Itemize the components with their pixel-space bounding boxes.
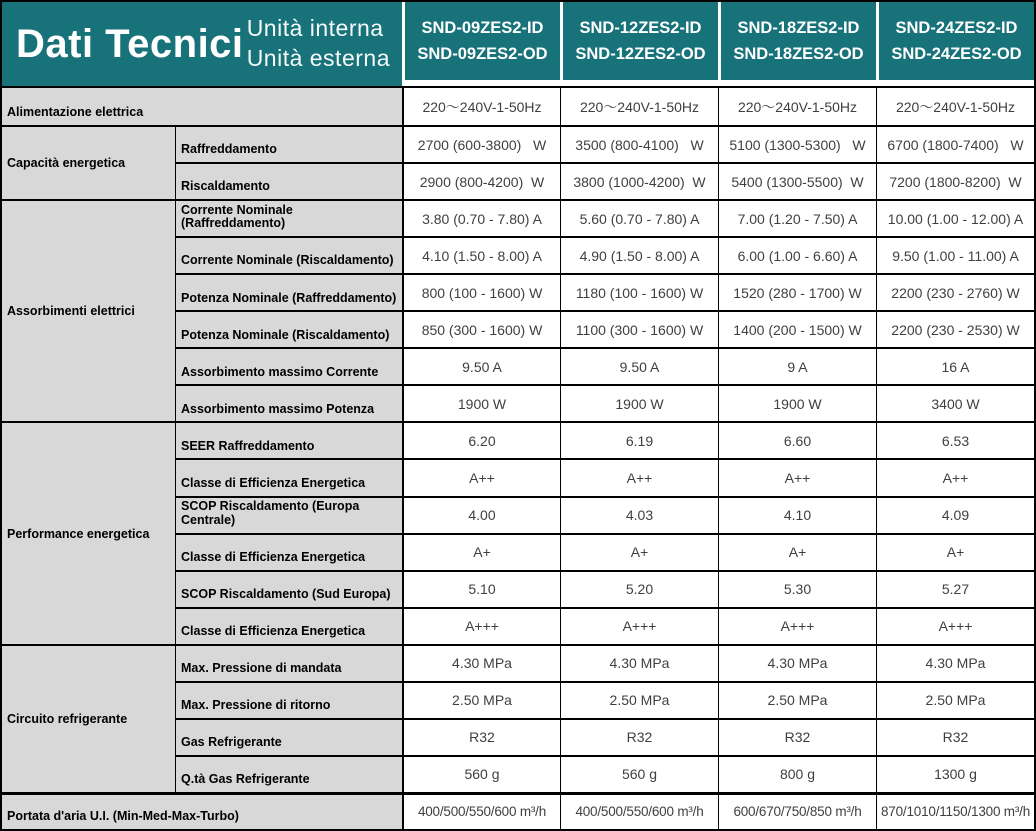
value-cell: 400/500/550/600 m³/h [560,792,718,829]
value-cell: 4.10 [718,496,876,533]
row-label: Corrente Nominale (Raffreddamento) [175,199,402,236]
value-cell: A+++ [560,607,718,644]
unit-outdoor-label: Unità esterna [246,45,390,71]
value-cell: A++ [560,458,718,495]
value-cell: A+ [876,533,1034,570]
value-cell: 4.09 [876,496,1034,533]
value-cell: 5100 (1300-5300) W [718,125,876,162]
value-cell: R32 [402,718,560,755]
value-cell: 870/1010/1150/1300 m³/h [876,792,1034,829]
value-cell: 3800 (1000-4200) W [560,162,718,199]
row-label: Riscaldamento [175,162,402,199]
value-cell: 1900 W [402,384,560,421]
value-cell: 5.60 (0.70 - 7.80) A [560,199,718,236]
value-cell: A++ [402,458,560,495]
unit-type-labels [247,14,402,74]
model-outdoor: SND-24ZES2-OD [891,45,1022,63]
row-label: Potenza Nominale (Riscaldamento) [175,310,402,347]
section-label: Performance energetica [2,421,175,643]
value-cell: 4.00 [402,496,560,533]
row-label: Assorbimento massimo Potenza [175,384,402,421]
row-label: SCOP Riscaldamento (Sud Europa) [175,570,402,607]
value-cell: A+ [402,533,560,570]
row-label: Raffreddamento [175,125,402,162]
value-cell: 5.20 [560,570,718,607]
value-cell: R32 [718,718,876,755]
value-cell: 850 (300 - 1600) W [402,310,560,347]
value-cell: 1300 g [876,755,1034,792]
row-label: Max. Pressione di ritorno [175,681,402,718]
value-cell: 16 A [876,347,1034,384]
value-cell: 1520 (280 - 1700) W [718,273,876,310]
value-cell: 5.27 [876,570,1034,607]
row-label: Alimentazione elettrica [2,88,402,125]
value-cell: 2700 (600-3800) W [402,125,560,162]
value-cell: A+++ [876,607,1034,644]
value-cell: 2.50 MPa [876,681,1034,718]
value-cell: 400/500/550/600 m³/h [402,792,560,829]
value-cell: 1100 (300 - 1600) W [560,310,718,347]
value-cell: 220～240V-1-50Hz [718,88,876,125]
value-cell: 5.30 [718,570,876,607]
model-header [405,2,560,80]
model-indoor: SND-12ZES2-ID [579,18,702,37]
value-cell: A+++ [402,607,560,644]
row-label: Q.tà Gas Refrigerante [175,755,402,792]
value-cell: 2.50 MPa [560,681,718,718]
value-cell: 3400 W [876,384,1034,421]
section-label: Circuito refrigerante [2,644,175,792]
value-cell: 6700 (1800-7400) W [876,125,1034,162]
row-label: Classe di Efficienza Energetica [175,607,402,644]
value-cell: 4.30 MPa [402,644,560,681]
value-cell: 1900 W [560,384,718,421]
value-cell: 600/670/750/850 m³/h [718,792,876,829]
row-label: Classe di Efficienza Energetica [175,533,402,570]
value-cell: 2.50 MPa [718,681,876,718]
model-outdoor: SND-18ZES2-OD [733,45,864,63]
value-cell: 2200 (230 - 2760) W [876,273,1034,310]
value-cell: 1180 (100 - 1600) W [560,273,718,310]
value-cell: 5.10 [402,570,560,607]
value-cell: R32 [876,718,1034,755]
section-label: Assorbimenti elettrici [2,199,175,421]
page-title: Dati Tecnici [16,21,244,66]
row-label: Assorbimento massimo Corrente [175,347,402,384]
value-cell: 4.30 MPa [718,644,876,681]
value-cell: 220～240V-1-50Hz [560,88,718,125]
row-label: Portata d'aria U.I. (Min-Med-Max-Turbo) [2,792,402,829]
model-indoor: SND-24ZES2-ID [895,18,1018,37]
value-cell: 2900 (800-4200) W [402,162,560,199]
value-cell: 4.03 [560,496,718,533]
model-header [563,2,718,80]
value-cell: 560 g [560,755,718,792]
value-cell: 3.80 (0.70 - 7.80) A [402,199,560,236]
unit-indoor-label: Unità interna [246,15,384,42]
value-cell: 1900 W [718,384,876,421]
value-cell: 9.50 (1.00 - 11.00) A [876,236,1034,273]
value-cell: 800 g [718,755,876,792]
value-cell: 6.60 [718,421,876,458]
model-header [721,2,876,80]
section-label: Capacità energetica [2,125,175,199]
value-cell: 7.00 (1.20 - 7.50) A [718,199,876,236]
model-header [879,2,1034,80]
row-label: SEER Raffreddamento [175,421,402,458]
model-outdoor: SND-09ZES2-OD [417,45,548,63]
value-cell: 9 A [718,347,876,384]
value-cell: 220～240V-1-50Hz [402,88,560,125]
row-label: Gas Refrigerante [175,718,402,755]
model-indoor: SND-18ZES2-ID [737,18,860,37]
value-cell: 6.00 (1.00 - 6.60) A [718,236,876,273]
value-cell: 4.10 (1.50 - 8.00) A [402,236,560,273]
value-cell: 220～240V-1-50Hz [876,88,1034,125]
table-header [2,2,1034,88]
value-cell: A+ [718,533,876,570]
header-brand-cell [2,2,402,86]
value-cell: 2.50 MPa [402,681,560,718]
value-cell: 9.50 A [402,347,560,384]
value-cell: 7200 (1800-8200) W [876,162,1034,199]
value-cell: A++ [876,458,1034,495]
value-cell: 9.50 A [560,347,718,384]
row-label: Corrente Nominale (Riscaldamento) [175,236,402,273]
value-cell: 4.30 MPa [876,644,1034,681]
value-cell: 5400 (1300-5500) W [718,162,876,199]
value-cell: 560 g [402,755,560,792]
value-cell: 1400 (200 - 1500) W [718,310,876,347]
value-cell: 4.90 (1.50 - 8.00) A [560,236,718,273]
value-cell: 4.30 MPa [560,644,718,681]
value-cell: 3500 (800-4100) W [560,125,718,162]
value-cell: 800 (100 - 1600) W [402,273,560,310]
value-cell: A+++ [718,607,876,644]
value-cell: A++ [718,458,876,495]
spec-table-body [2,88,1034,829]
value-cell: 10.00 (1.00 - 12.00) A [876,199,1034,236]
row-label: SCOP Riscaldamento (Europa Centrale) [175,496,402,533]
value-cell: 2200 (230 - 2530) W [876,310,1034,347]
value-cell: 6.53 [876,421,1034,458]
row-label: Max. Pressione di mandata [175,644,402,681]
model-outdoor: SND-12ZES2-OD [575,45,706,63]
value-cell: 6.19 [560,421,718,458]
value-cell: R32 [560,718,718,755]
model-indoor: SND-09ZES2-ID [421,18,544,37]
row-label: Potenza Nominale (Raffreddamento) [175,273,402,310]
row-label: Classe di Efficienza Energetica [175,458,402,495]
value-cell: 6.20 [402,421,560,458]
value-cell: A+ [560,533,718,570]
